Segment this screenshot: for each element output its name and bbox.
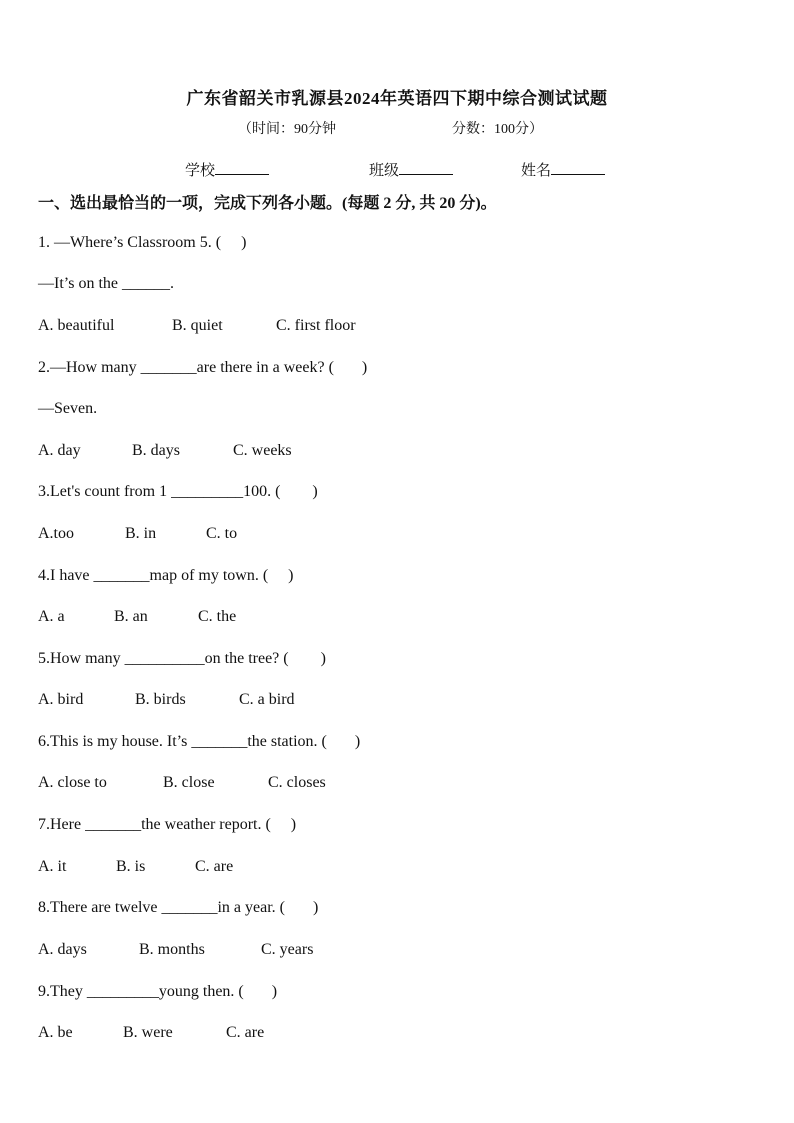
question-6-option-a[interactable]: A. close to xyxy=(38,774,107,791)
question-4-option-b[interactable]: B. an xyxy=(114,608,148,625)
question-7-option-b[interactable]: B. is xyxy=(116,858,146,875)
question-3-option-c[interactable]: C. to xyxy=(206,525,238,542)
question-3-option-a[interactable]: A.too xyxy=(38,525,74,542)
question-6-option-b[interactable]: B. close xyxy=(163,774,215,791)
question-7-option-c[interactable]: C. are xyxy=(195,858,234,875)
question-7-line-1: 7.Here _______the weather report. ( ) xyxy=(38,816,297,833)
name-field xyxy=(521,159,605,180)
section-heading: 一、选出最恰当的一项，完成下列各小题。(每题 2 分, 共 20 分)。 xyxy=(38,195,497,212)
question-6-option-c[interactable]: C. closes xyxy=(268,774,326,791)
question-9-option-b[interactable]: B. were xyxy=(123,1024,173,1041)
name-label: 姓名 xyxy=(521,163,552,179)
question-5-option-a[interactable]: A. bird xyxy=(38,691,84,708)
question-4-line-1: 4.I have _______map of my town. ( ) xyxy=(38,567,294,584)
question-1-line-1: 1. —Where’s Classroom 5. ( ) xyxy=(38,234,247,251)
question-5-option-b[interactable]: B. birds xyxy=(135,691,186,708)
question-1-option-c[interactable]: C. first floor xyxy=(276,317,356,334)
question-2-line-2: —Seven. xyxy=(38,400,98,417)
exam-score: 分数：100分） xyxy=(452,122,543,137)
class-field xyxy=(369,159,453,180)
exam-time: （时间：90分钟 xyxy=(238,122,336,137)
class-label: 班级 xyxy=(369,163,400,179)
question-2-option-a[interactable]: A. day xyxy=(38,442,81,459)
question-5-option-c[interactable]: C. a bird xyxy=(239,691,295,708)
question-8-line-1: 8.There are twelve _______in a year. ( ) xyxy=(38,899,319,916)
question-4-option-a[interactable]: A. a xyxy=(38,608,65,625)
question-8-option-c[interactable]: C. years xyxy=(261,941,314,958)
question-1-option-b[interactable]: B. quiet xyxy=(172,317,223,334)
question-9-line-1: 9.They _________young then. ( ) xyxy=(38,983,278,1000)
question-9-option-c[interactable]: C. are xyxy=(226,1024,265,1041)
question-7-option-a[interactable]: A. it xyxy=(38,858,67,875)
question-1-option-a[interactable]: A. beautiful xyxy=(38,317,115,334)
question-9-option-a[interactable]: A. be xyxy=(38,1024,73,1041)
school-blank[interactable] xyxy=(215,160,269,175)
question-8-option-a[interactable]: A. days xyxy=(38,941,87,958)
question-3-option-b[interactable]: B. in xyxy=(125,525,157,542)
question-4-option-c[interactable]: C. the xyxy=(198,608,237,625)
class-blank[interactable] xyxy=(399,160,453,175)
school-label: 学校 xyxy=(185,163,216,179)
question-3-line-1: 3.Let's count from 1 _________100. ( ) xyxy=(38,483,318,500)
question-8-option-b[interactable]: B. months xyxy=(139,941,205,958)
page-title: 广东省韶关市乳源县2024年英语四下期中综合测试试题 xyxy=(186,89,608,108)
question-6-line-1: 6.This is my house. It’s _______the station. ( ) xyxy=(38,733,361,750)
question-2-line-1: 2.—How many _______are there in a week? ( ) xyxy=(38,359,368,376)
question-1-line-2: —It’s on the ______. xyxy=(38,275,174,292)
question-5-line-1: 5.How many __________on the tree? ( ) xyxy=(38,650,326,667)
question-2-option-b[interactable]: B. days xyxy=(132,442,180,459)
question-2-option-c[interactable]: C. weeks xyxy=(233,442,292,459)
name-blank[interactable] xyxy=(551,160,605,175)
school-field xyxy=(185,159,269,180)
